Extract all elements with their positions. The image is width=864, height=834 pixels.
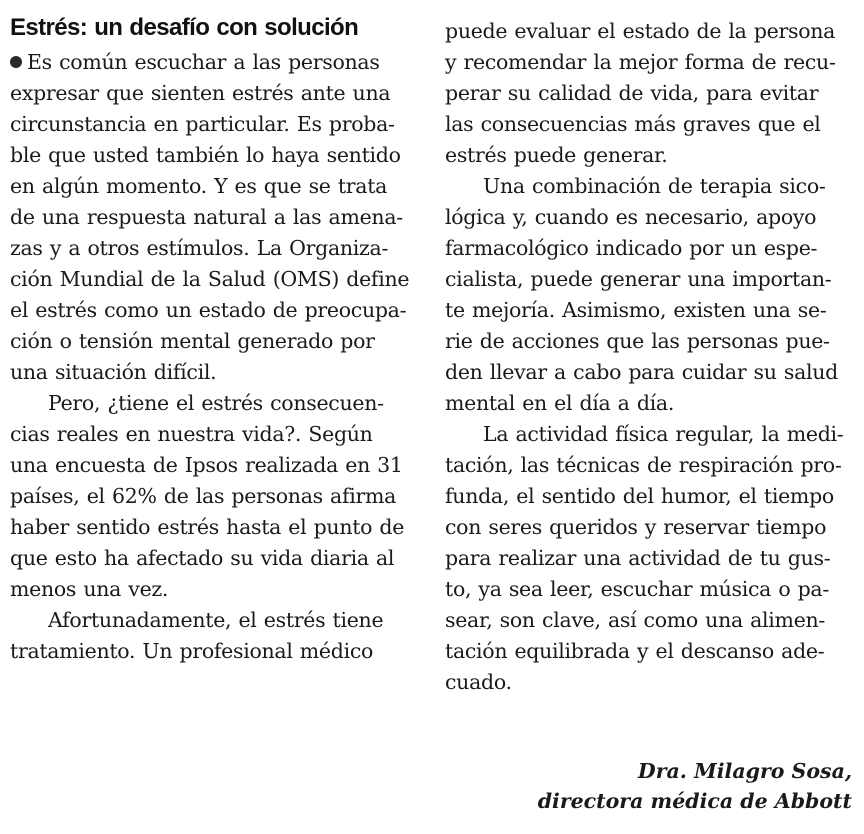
text-line: sear, son clave, así como una alimen- — [445, 608, 826, 632]
text-line: el estrés como un estado de preocupa- — [10, 298, 407, 322]
text-line: Afortunadamente, el estrés tiene — [48, 608, 384, 632]
text-line: mental en el día a día. — [445, 391, 675, 415]
bullet-icon — [10, 56, 22, 68]
text-line: to, ya sea leer, escuchar música o pa- — [445, 577, 829, 601]
text-line: circunstancia en particular. Es proba- — [10, 112, 395, 136]
text-line: con seres queridos y reservar tiempo — [445, 515, 827, 539]
text-line: cias reales en nuestra vida?. Según — [10, 422, 373, 446]
text-line: menos una vez. — [10, 577, 169, 601]
right-column — [445, 16, 855, 698]
text-line: Una combinación de terapia sico- — [483, 174, 826, 198]
text-line: tación, las técnicas de respiración pro- — [445, 453, 842, 477]
author-role: directora médica de Abbott — [537, 789, 852, 813]
text-line: una situación difícil. — [10, 360, 217, 384]
text-line: cuado. — [445, 670, 512, 694]
text-line: rie de acciones que las personas pue- — [445, 329, 830, 353]
text-line: tratamiento. Un profesional médico — [10, 639, 374, 663]
text-line: ción Mundial de la Salud (OMS) define — [10, 267, 410, 291]
text-line: perar su calidad de vida, para evitar — [445, 81, 819, 105]
text-line: funda, el sentido del humor, el tiempo — [445, 484, 834, 508]
text-line: para realizar una actividad de tu gus- — [445, 546, 831, 570]
text-line: estrés puede generar. — [445, 143, 668, 167]
text-line: y recomendar la mejor forma de recu- — [445, 50, 836, 74]
text-line: den llevar a cabo para cuidar su salud — [445, 360, 839, 384]
text-line: de una respuesta natural a las amena- — [10, 205, 403, 229]
text-line: una encuesta de Ipsos realizada en 31 — [10, 453, 403, 477]
article-title: Estrés: un desafío con solución — [10, 14, 359, 41]
text-line: lógica y, cuando es necesario, apoyo — [445, 205, 817, 229]
text-line: en algún momento. Y es que se trata — [10, 174, 388, 198]
text-line: haber sentido estrés hasta el punto de — [10, 515, 405, 539]
text-line: cialista, puede generar una importan- — [445, 267, 832, 291]
author-signature — [538, 756, 852, 816]
text-line: Pero, ¿tiene el estrés consecuen- — [48, 391, 384, 415]
text-line: expresar que sienten estrés ante una — [10, 81, 391, 105]
text-line: Es común escuchar a las personas — [10, 47, 415, 78]
text-line: La actividad física regular, la medi- — [483, 422, 844, 446]
text-line: farmacológico indicado por un espe- — [445, 236, 818, 260]
text-line: que esto ha afectado su vida diaria al — [10, 546, 395, 570]
text-line: las consecuencias más graves que el — [445, 112, 821, 136]
text-line: tación equilibrada y el descanso ade- — [445, 639, 825, 663]
text-line: te mejoría. Asimismo, existen una se- — [445, 298, 827, 322]
text-line: países, el 62% de las personas afirma — [10, 484, 397, 508]
text-line: ción o tensión mental generado por — [10, 329, 375, 353]
author-name: Dra. Milagro Sosa, — [637, 759, 852, 783]
text-line: puede evaluar el estado de la persona — [445, 19, 836, 43]
left-column — [10, 0, 415, 667]
text-line: ble que usted también lo haya sentido — [10, 143, 401, 167]
text-line: zas y a otros estímulos. La Organiza- — [10, 236, 389, 260]
